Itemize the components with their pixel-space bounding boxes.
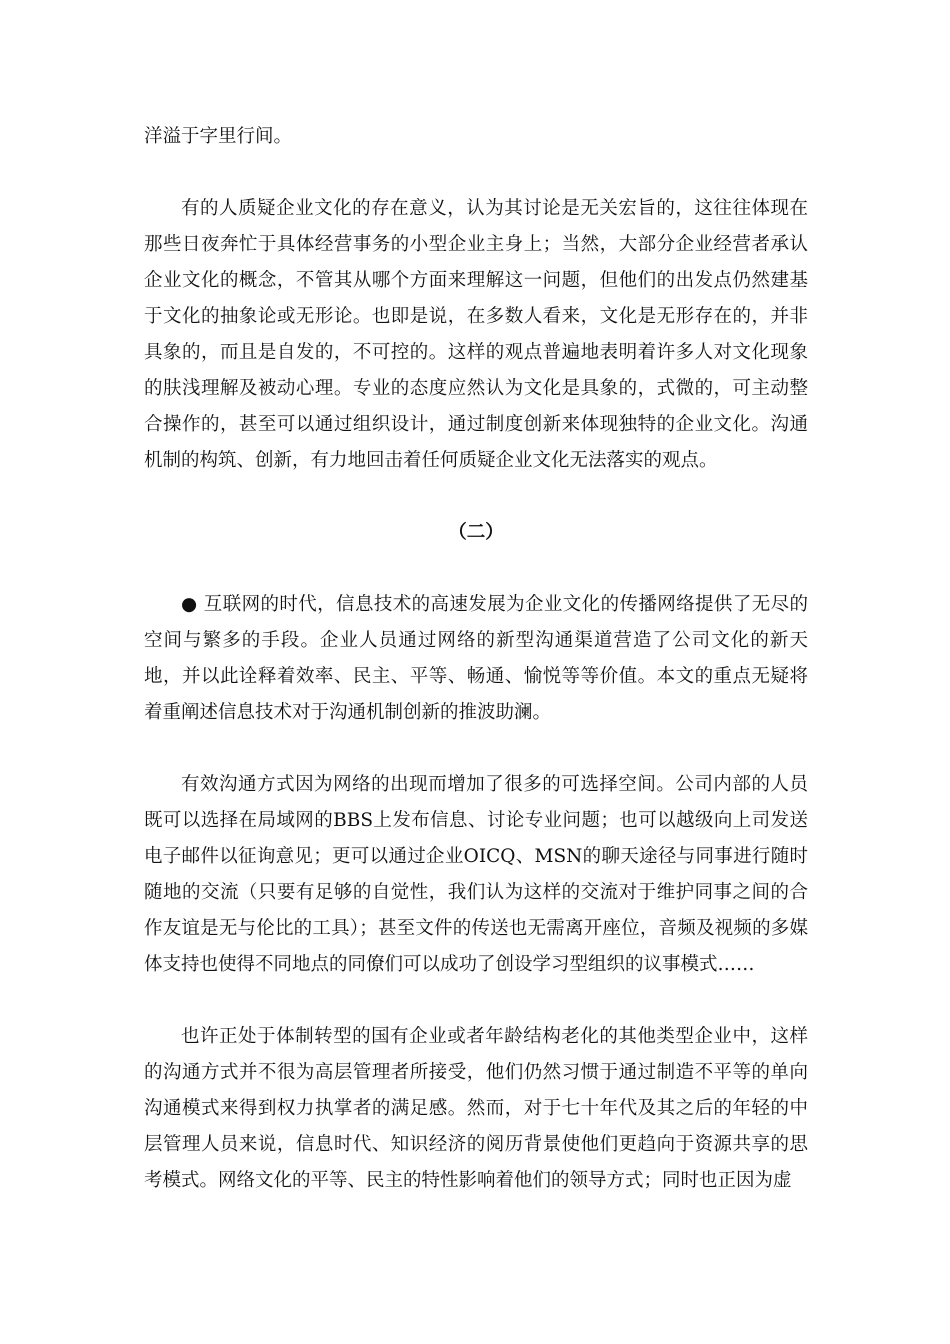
document-page — [144, 119, 808, 1199]
paragraph-culture-doubt: 有的人质疑企业文化的存在意义，认为其讨论是无关宏旨的，这往往体现在那些日夜奔忙于具体经营事务的小型企业主身上；当然，大部分企业经营者承认企业文化的概念，不管其从哪个方面来理解这一问题，但他们的出发点仍然建基于文化的抽象论或无形论。也即是说，在多数人看来，文化是无形存在的，并非具象的，而且是自发的，不可控的。这样的观点普遍地表明着许多人对文化现象的肤浅理解及被动心理。专业的态度应然认为文化是具象的，式微的，可主动整合操作的，甚至可以通过组织设计，通过制度创新来体现独特的企业文化。沟通机制的构筑、创新，有力地回击着任何质疑企业文化无法落实的观点。 — [144, 198, 808, 471]
paragraph-management-style: 也许正处于体制转型的国有企业或者年龄结构老化的其他类型企业中，这样的沟通方式并不很为高层管理者所接受，他们仍然习惯于通过制造不平等的单向沟通模式来得到权力执掌者的满足感。然而，对于七十年代及其之后的年轻的中层管理人员来说，信息时代、知识经济的阅历背景使他们更趋向于资源共享的思考模式。网络文化的平等、民主的特性影响着他们的领导方式；同时也正因为虚 — [144, 1026, 808, 1191]
paragraph-communication-options: 有效沟通方式因为网络的出现而增加了很多的可选择空间。公司内部的人员既可以选择在局域网的BBS上发布信息、讨论专业问题；也可以越级向上司发送电子邮件以征询意见；更可以通过企业OICQ、MSN的聊天途径与同事进行随时随地的交流（只要有足够的自觉性，我们认为这样的交流对于维护同事之间的合作友谊是无与伦比的工具）；甚至文件的传送也无需离开座位，音频及视频的多媒体支持也使得不同地点的同僚们可以成功了创设学习型组织的议事模式…… — [144, 774, 808, 975]
paragraph-continuation: 洋溢于字里行间。 — [144, 126, 293, 147]
section-heading: （二） — [448, 522, 504, 543]
paragraph-internet-era: ● 互联网的时代，信息技术的高速发展为企业文化的传播网络提供了无尽的空间与繁多的手段。企业人员通过网络的新型沟通渠道营造了公司文化的新天地，并以此诠释着效率、民主、平等、畅通、愉悦等等价值。本文的重点无疑将着重阐述信息技术对于沟通机制创新的推波助澜。 — [144, 594, 808, 723]
